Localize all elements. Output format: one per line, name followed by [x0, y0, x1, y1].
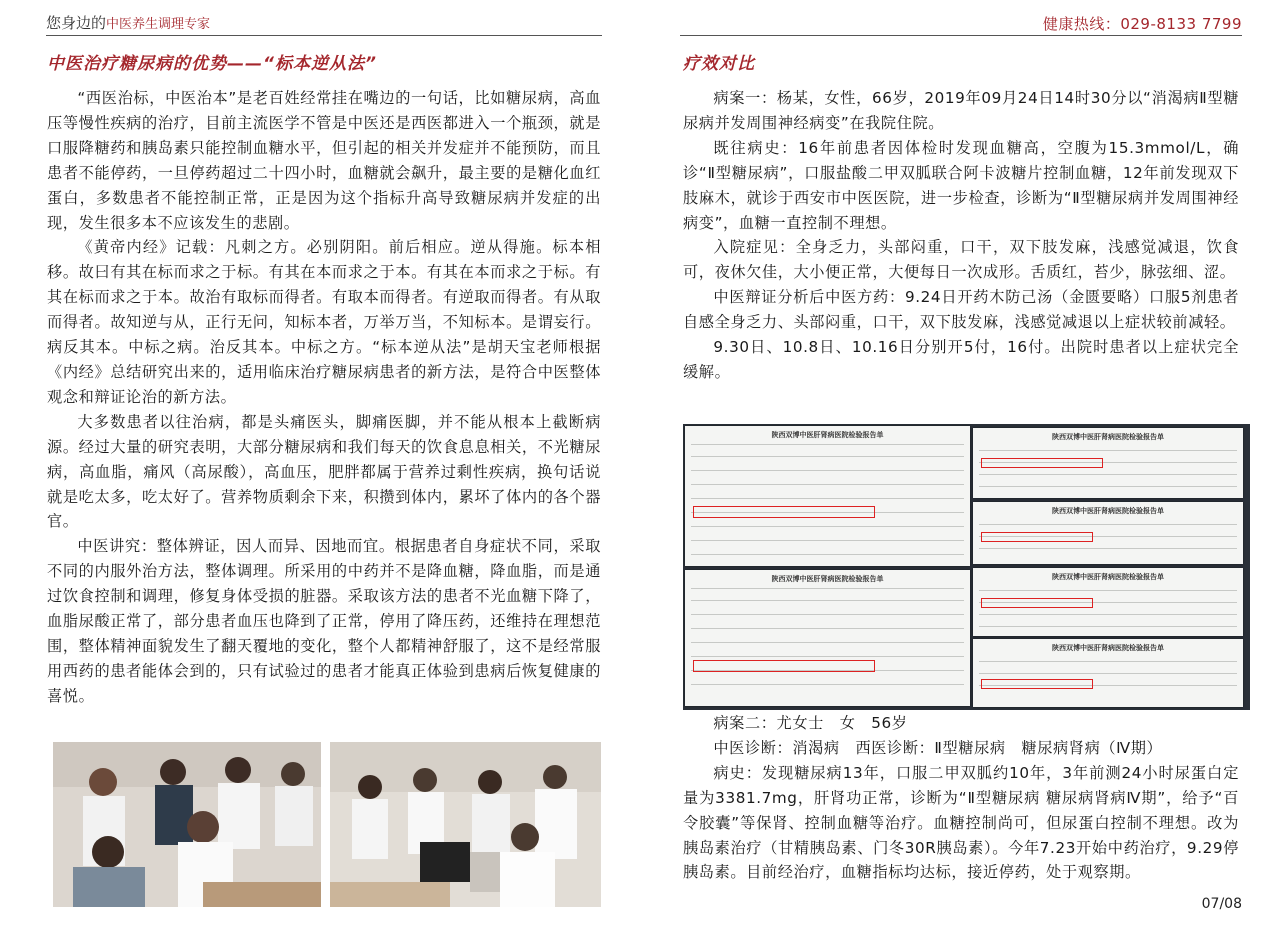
- header-tagline: [46, 12, 210, 33]
- left-section-title: 中医治疗糖尿病的优势——“标本逆从法”: [47, 54, 377, 74]
- highlight-box: [981, 598, 1093, 608]
- lab-report-title: 陕西双博中医肝肾病医院检验报告单: [771, 431, 884, 439]
- header-brand: 中医养生调理专家: [106, 17, 211, 32]
- highlight-box: [981, 679, 1093, 689]
- highlight-box: [981, 458, 1103, 468]
- case2-paragraph: 病案二：尤女士 女 56岁: [713, 714, 908, 732]
- case1-text: [683, 86, 1239, 385]
- case2-paragraph: 病史：发现糖尿病13年，口服二甲双胍约10年，3年前测24小时尿蛋白定量为3381.7mg，肝肾功正常，诊断为“Ⅱ型糖尿病 糖尿病肾病Ⅳ期”，给予“百令胶囊”等保肾、控制血糖等治疗。血糖控制尚可，但尿蛋白控制不理想。改为胰岛素治疗（甘精胰岛素、门冬30R胰岛素）。今年7.23开始中药治疗，9.29停胰岛素。目前经治疗，血糖指标均达标，接近停药，处于观察期。: [683, 763, 1239, 882]
- lab-report-sheet: [973, 639, 1243, 707]
- highlight-box: [693, 506, 875, 518]
- lab-report-title: 陕西双博中医肝肾病医院检验报告单: [1052, 507, 1164, 515]
- case1-paragraph: 病案一：杨某，女性，66岁，2019年09月24日14时30分以“消渴病Ⅱ型糖尿病并发周围神经病变”在我院住院。: [683, 89, 1239, 132]
- header-prefix: 您身边的: [46, 14, 107, 32]
- case1-paragraph: 中医辩证分析后中医方药：9.24日开药木防己汤（金匮要略）口服5剂患者自感全身乏力、头部闷重，口干，双下肢发麻，浅感觉减退以上症状较前减轻。: [683, 288, 1239, 332]
- lab-report-collage: [683, 424, 1250, 710]
- hotline: 健康热线：029-8133 7799: [1042, 15, 1242, 33]
- header-rule-left: [46, 35, 602, 36]
- lab-report-sheet: [685, 426, 970, 566]
- page-number: 07/08: [1201, 896, 1242, 912]
- lab-report-title: 陕西双博中医肝肾病医院检验报告单: [1052, 644, 1164, 652]
- left-paragraph: 中医讲究：整体辨证，因人而异、因地而宜。根据患者自身症状不同，采取不同的内服外治方法，整体调理。所采用的中药并不是降血糖，降血脂，而是通过饮食控制和调理，修复身体受损的脏器。采取该方法的患者不光血糖下降了，血脂尿酸正常了，部分患者血压也降到了正常，停用了降压药，还维持在理想范围，整体精神面貌发生了翻天覆地的变化，整个人都精神舒服了，这不是经常服用西药的患者能体会到的，只有试验过的患者才能真正体验到患病后恢复健康的喜悦。: [47, 537, 601, 705]
- lab-report-title: 陕西双博中医肝肾病医院检验报告单: [771, 575, 884, 583]
- lab-report-sheet: [685, 570, 970, 706]
- highlight-box: [981, 532, 1093, 542]
- lab-report-title: 陕西双博中医肝肾病医院检验报告单: [1052, 433, 1164, 441]
- case1-paragraph: 既往病史：16年前患者因体检时发现血糖高，空腹为15.3mmol/L，确诊“Ⅱ型糖尿病”，口服盐酸二甲双胍联合阿卡波糖片控制血糖，12年前发现双下肢麻木，就诊于西安市中医医院，进一步检查，诊断为“Ⅱ型糖尿病并发周围神经病变”，血糖一直控制不理想。: [683, 138, 1239, 232]
- case1-paragraph: 9.30日、10.8日、10.16日分别开5付，16付。出院时患者以上症状完全缓解。: [683, 338, 1239, 381]
- left-paragraph: 《黄帝内经》记载：凡刺之方。必别阴阳。前后相应。逆从得施。标本相移。故曰有其在标而求之于标。有其在本而求之于本。有其在本而求之于标。有其在标而求之于本。故治有取标而得者。有取本而得者。有逆取而得者。有从取而得者。故知逆与从，正行无问，知标本者，万举万当，不知标本。是谓妄行。病反其本。中标之病。治反其本。中标之方。“标本逆从法”是胡天宝老师根据《内经》总结研究出来的，适用临床治疗糖尿病患者的新方法，是符合中医整体观念和辩证论治的新方法。: [47, 238, 601, 406]
- clinic-photo-ward: [330, 742, 601, 907]
- left-paragraph: 大多数患者以往治病，都是头痛医头，脚痛医脚，并不能从根本上截断病源。经过大量的研究表明，大部分糖尿病和我们每天的饮食息息相关，不光糖尿病，高血脂，痛风（高尿酸），高血压，肥胖都属于营养过剩性疾病，换句话说就是吃太多，吃太好了。营养物质剩余下来，积攒到体内，累坏了体内的各个器官。: [47, 412, 601, 531]
- header-rule-right: [680, 35, 1242, 36]
- left-article: [47, 86, 601, 709]
- lab-report-sheet: [973, 428, 1243, 498]
- case2-text: [683, 711, 1239, 885]
- lab-report-title: 陕西双博中医肝肾病医院检验报告单: [1052, 573, 1164, 581]
- lab-report-sheet: [973, 568, 1243, 636]
- case2-paragraph: 中医诊断：消渴病 西医诊断：Ⅱ型糖尿病 糖尿病肾病（Ⅳ期）: [713, 738, 1163, 757]
- right-section-title: 疗效对比: [683, 54, 755, 74]
- clinic-photo-consultation: [53, 742, 321, 907]
- lab-report-sheet: [973, 502, 1243, 564]
- highlight-box: [693, 660, 875, 672]
- left-paragraph: “西医治标，中医治本”是老百姓经常挂在嘴边的一句话，比如糖尿病，高血压等慢性疾病的治疗，目前主流医学不管是中医还是西医都进入一个瓶颈，就是口服降糖药和胰岛素只能控制血糖水平，但引起的相关并发症并不能预防，而且患者不能停药，一旦停药超过二十四小时，血糖就会飙升，最主要的是糖化血红蛋白，多数患者不能控制正常，正是因为这个指标升高导致糖尿病并发症的出现，发生很多本不应该发生的悲剧。: [47, 89, 601, 232]
- case1-paragraph: 入院症见：全身乏力，头部闷重，口干，双下肢发麻，浅感觉减退，饮食可，夜休欠佳，大小便正常，大便每日一次成形。舌质红，苔少，脉弦细、涩。: [683, 238, 1239, 282]
